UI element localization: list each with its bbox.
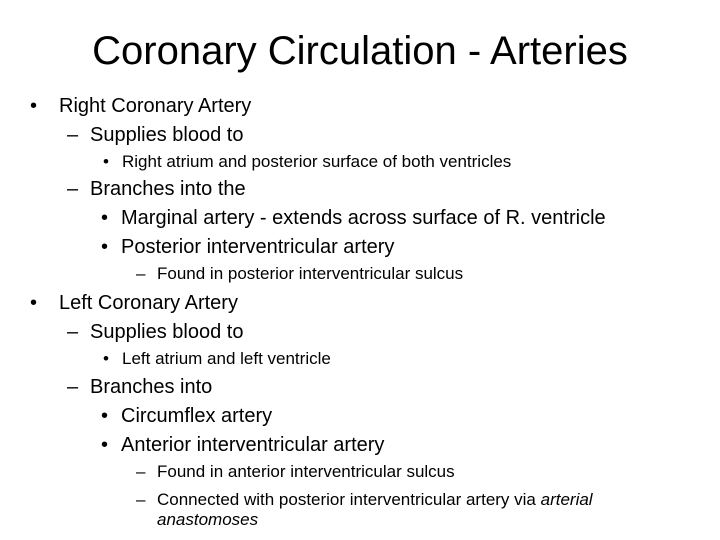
- anastomoses-detail-prefix: Connected with posterior interventricular artery via: [157, 490, 541, 509]
- dash-marker: –: [67, 321, 79, 343]
- anterior-interventricular-text: Anterior interventricular artery: [121, 434, 385, 456]
- posterior-interventricular-text: Posterior interventricular artery: [121, 236, 395, 258]
- left-supplies-text: Supplies blood to: [90, 321, 244, 343]
- bullet-marker: •: [101, 434, 109, 456]
- bullet-marker: •: [101, 207, 109, 229]
- dash-marker: –: [136, 264, 146, 283]
- right-supplies-detail: Right atrium and posterior surface of both ventricles: [122, 152, 512, 171]
- circumflex-artery-text: Circumflex artery: [121, 405, 273, 427]
- bullet-marker: •: [101, 236, 109, 258]
- bullet-marker: •: [101, 405, 109, 427]
- bullet-marker: •: [103, 152, 109, 171]
- dash-marker: –: [136, 490, 146, 509]
- anastomoses-detail-text: [157, 489, 593, 511]
- right-branches-text: Branches into the: [90, 178, 246, 200]
- dash-marker: –: [67, 124, 79, 146]
- right-coronary-heading: Right Coronary Artery: [59, 95, 252, 117]
- dash-marker: –: [67, 376, 79, 398]
- slide-title: Coronary Circulation - Arteries: [92, 29, 628, 73]
- anastomoses-emphasis: anastomoses: [157, 510, 259, 529]
- dash-marker: –: [67, 178, 79, 200]
- left-coronary-heading: Left Coronary Artery: [59, 292, 238, 314]
- right-supplies-text: Supplies blood to: [90, 124, 244, 146]
- anastomoses-continuation: [157, 509, 258, 531]
- posterior-detail-text: Found in posterior interventricular sulcus: [157, 264, 464, 283]
- marginal-artery-text: Marginal artery - extends across surface of R. ventricle: [121, 207, 606, 229]
- arterial-emphasis: arterial: [540, 490, 593, 509]
- bullet-marker: •: [30, 292, 38, 314]
- bullet-marker: •: [30, 95, 38, 117]
- dash-marker: –: [136, 462, 146, 481]
- left-supplies-detail: Left atrium and left ventricle: [122, 349, 331, 368]
- bullet-marker: •: [103, 349, 109, 368]
- left-branches-text: Branches into: [90, 376, 213, 398]
- anterior-detail-text: Found in anterior interventricular sulcus: [157, 462, 455, 481]
